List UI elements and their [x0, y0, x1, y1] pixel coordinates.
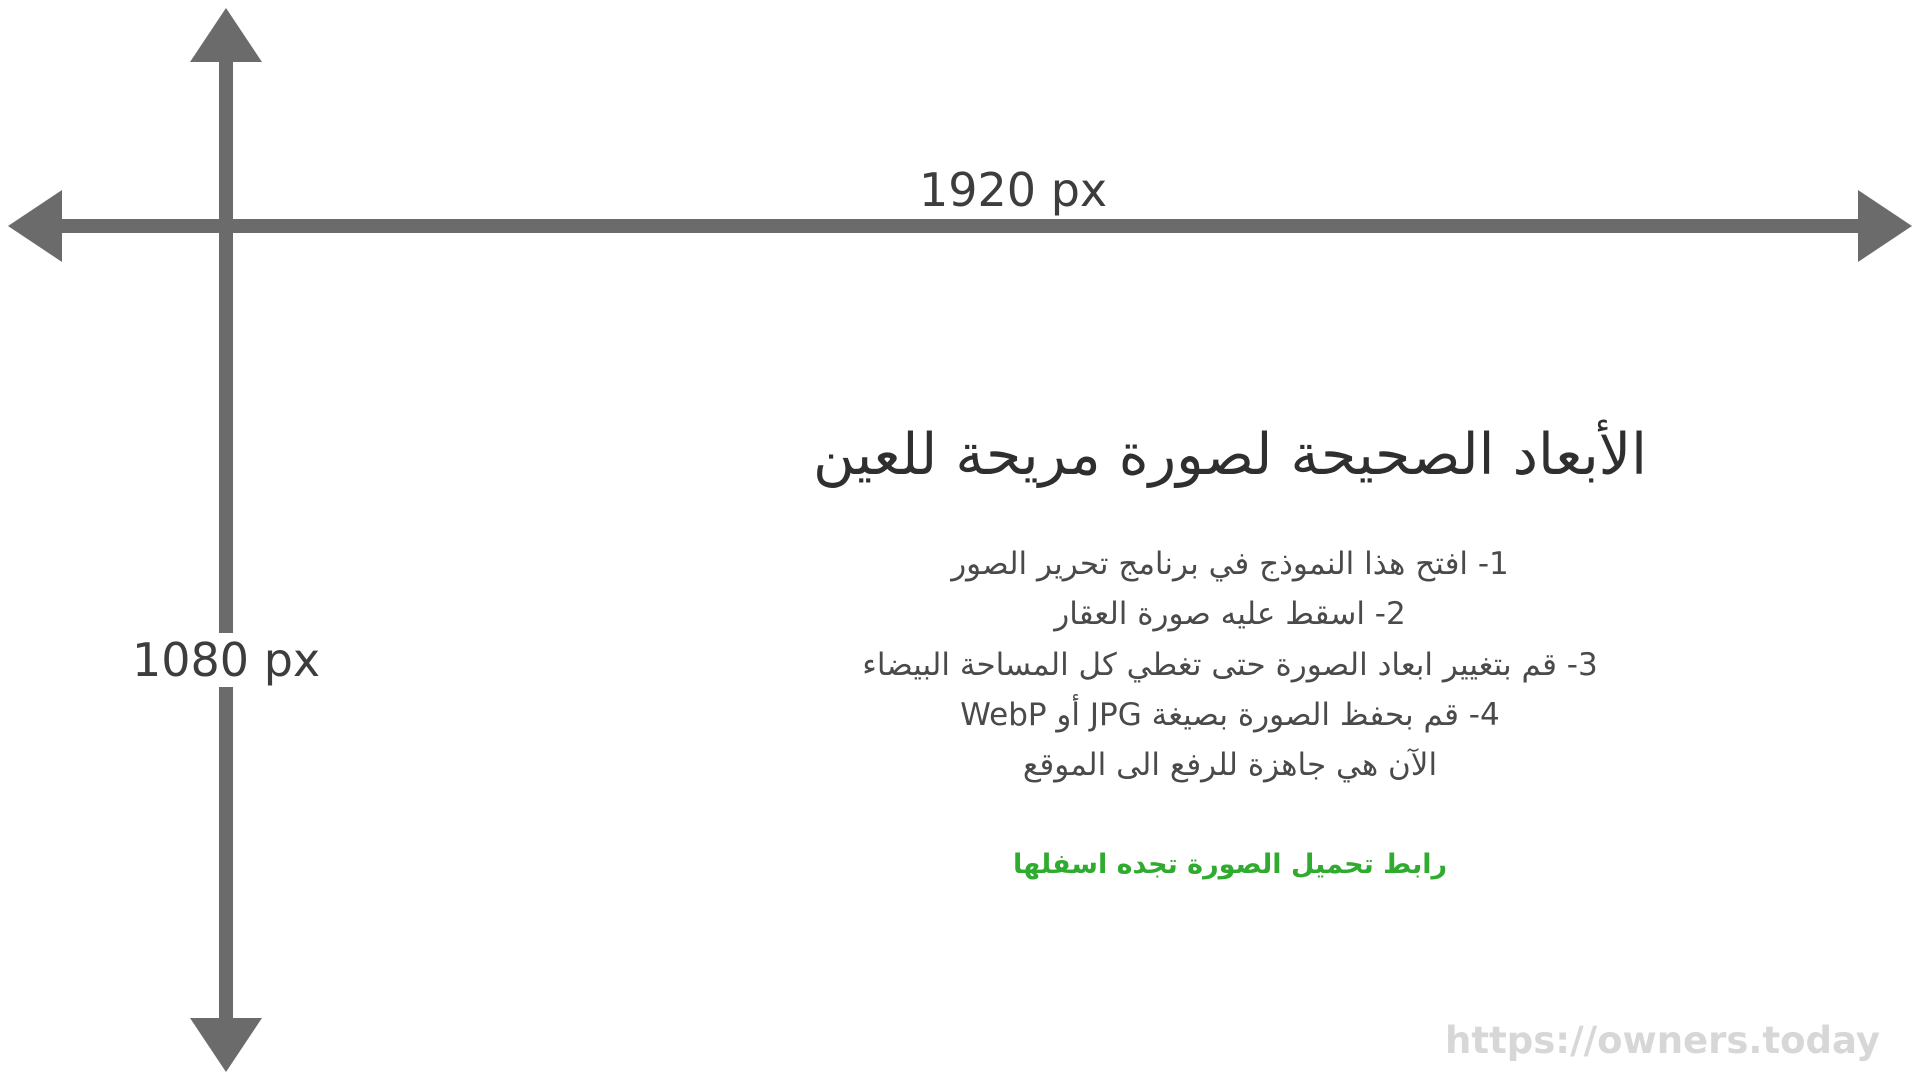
- width-dimension-label: 1920 px: [905, 163, 1121, 217]
- instruction-step: 1- افتح هذا النموذج في برنامج تحرير الصور: [951, 546, 1509, 583]
- instruction-step: 4- قم بحفظ الصورة بصيغة JPG أو WebP: [960, 696, 1500, 733]
- page-title: الأبعاد الصحيحة لصورة مريحة للعين: [812, 422, 1648, 488]
- instruction-step: 2- اسقط عليه صورة العقار: [1054, 596, 1406, 633]
- vertical-arrow: [190, 8, 262, 1072]
- download-link-note: رابط تحميل الصورة تجده اسفلها: [1012, 849, 1448, 881]
- instruction-step: الآن هي جاهزة للرفع الى الموقع: [1022, 747, 1438, 784]
- instructions-block: [600, 420, 1860, 884]
- instruction-step: 3- قم بتغيير ابعاد الصورة حتى تغطي كل المساحة البيضاء: [862, 646, 1598, 683]
- height-dimension-label: 1080 px: [118, 633, 334, 687]
- site-watermark: https://owners.today: [1445, 1019, 1880, 1062]
